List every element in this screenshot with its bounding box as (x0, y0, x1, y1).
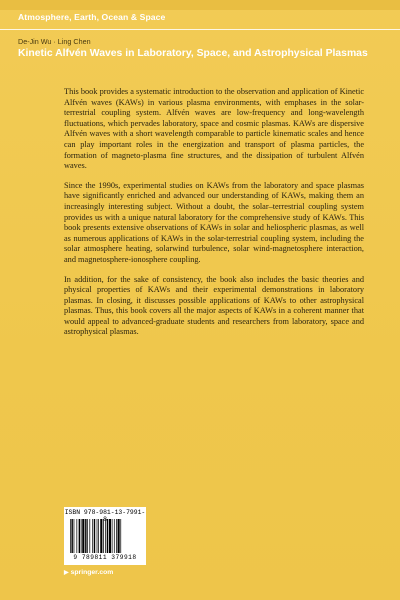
barcode-bar (92, 519, 93, 553)
barcode-bar (103, 519, 104, 553)
barcode-bar (100, 519, 102, 553)
barcode-number: 9 789811 379918 (73, 554, 137, 561)
barcode-bar (70, 519, 71, 553)
barcode-bar (120, 519, 121, 553)
publisher-link[interactable] (64, 569, 113, 576)
barcode-bar (98, 519, 99, 553)
book-title: Kinetic Alfvén Waves in Laboratory, Space, and Astrophysical Plasmas (18, 48, 368, 59)
barcode-bar (118, 519, 120, 553)
barcode-bar (97, 519, 98, 553)
arrow-icon: ▶ (64, 570, 69, 576)
header-rule (0, 29, 400, 30)
barcode-bar (114, 519, 115, 553)
barcode-bar (74, 519, 75, 553)
blurb (64, 87, 364, 347)
barcode-bar (87, 519, 88, 553)
isbn-label: ISBN 978-981-13-7991-8 (64, 509, 146, 523)
barcode-bar (116, 519, 117, 553)
barcode-box (64, 507, 146, 565)
blurb-paragraph-1: This book provides a systematic introduction to the observation and application of Kinetic Alfvén waves (KAWs) in various plasma environments, with emphases in the solar-terrestrial coupling system. Alfvén waves are low-frequency and long-wavelength fluctuations, which pervades laboratory, space and cosmic plasmas. KAWs are dispersive Alfvén waves with a short wavelength comparable to particle kinematic scales and hence can play important roles in the energization and transport of plasma particles, the formation of magneto-plasma fine structures, and the dissipation of turbulent Alfvén waves. (64, 87, 364, 171)
barcode-bar (81, 519, 82, 553)
barcode-bar (79, 519, 80, 553)
publisher-url: springer.com (70, 569, 114, 576)
barcode-bar (89, 519, 90, 553)
authors: De-Jin Wu · Ling Chen (18, 37, 91, 46)
barcode-bar (71, 519, 72, 553)
series-name: Atmosphere, Earth, Ocean & Space (18, 12, 166, 22)
barcode-bars (70, 519, 140, 553)
barcode-bar (85, 519, 86, 553)
barcode-bar (112, 519, 113, 553)
barcode-bar (107, 519, 108, 553)
barcode-bar (76, 519, 77, 553)
barcode-bar (82, 519, 84, 553)
blurb-paragraph-2: Since the 1990s, experimental studies on KAWs from the laboratory and space plasmas have significantly enriched and advanced our understanding of KAWs, making them an increasingly interesting subject. Without a doubt, the solar–terrestrial coupling system provides us with a unique natural laboratory for the comprehensive study of KAWs. This book presents extensive observations of KAWs in solar and heliospheric plasmas, as well as numerous applications of KAWs in the solar-terrestrial coupling system, including the solar atmosphere heating, solarwind turbulence, solar wind-magnetosphere interaction, and magnetosphere-ionosphere coupling. (64, 180, 364, 264)
blurb-paragraph-3: In addition, for the sake of consistency, the book also includes the basic theories and physical properties of KAWs and their experimental demonstrations in laboratory plasmas. In closing, it discusses possible applications of KAWs to other astrophysical plasmas. Thus, this book covers all the major aspects of KAWs in a coherent manner that would appeal to advanced-graduate students and researchers from laboratory, space and astrophysical plasmas. (64, 274, 364, 337)
barcode-bar (109, 519, 111, 553)
top-band (0, 0, 400, 10)
barcode-bar (105, 519, 106, 553)
barcode-bar (94, 519, 95, 553)
